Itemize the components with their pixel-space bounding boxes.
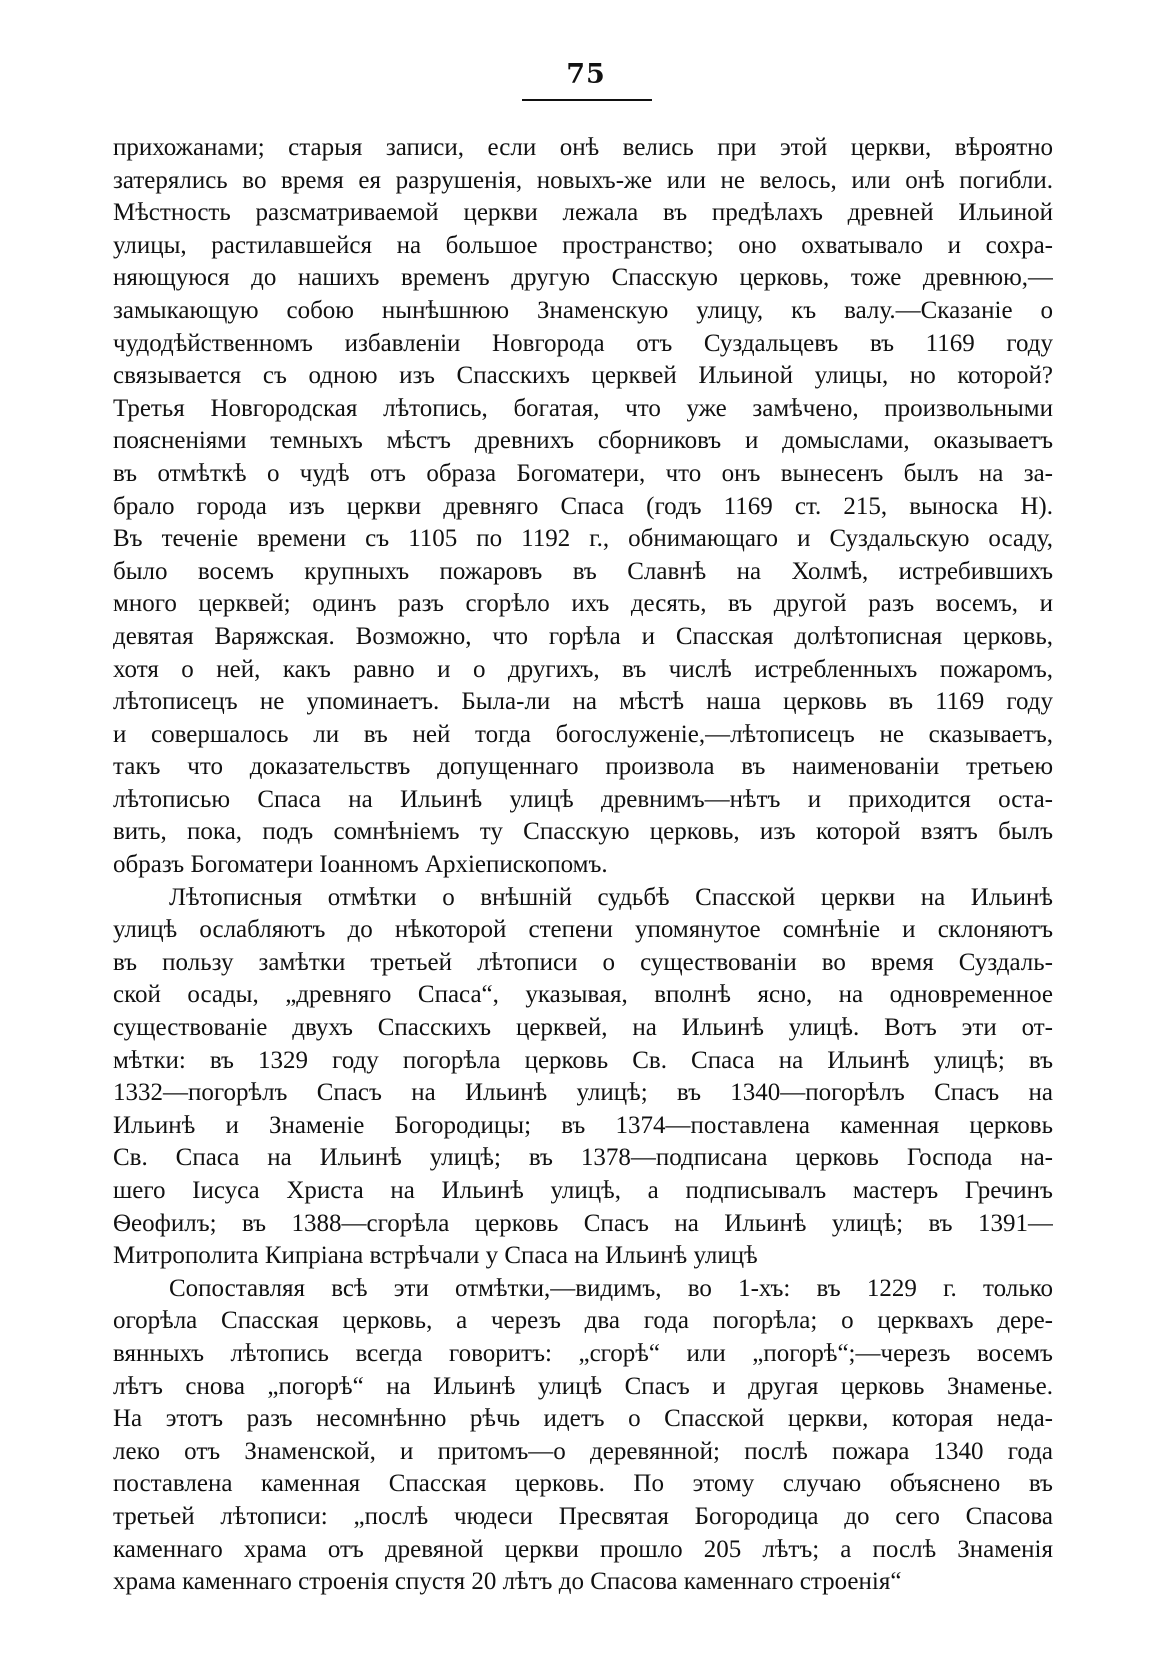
text-line: Митрополита Кипріана встрѣчали у Спаса на Ильинѣ улицѣ	[113, 1242, 758, 1270]
text-line: лѣтъ снова „погорѣ“ на Ильинѣ улицѣ Спасъ и другая церковь Знаменье.	[113, 1372, 1053, 1400]
text-line: лѣтописецъ не упоминаетъ. Была-ли на мѣстѣ наша церковь въ 1169 году	[113, 688, 1053, 716]
text-line: леко отъ Знаменской, и притомъ—о деревянной; послѣ пожара 1340 года	[113, 1437, 1053, 1465]
page-number-rule	[522, 99, 652, 101]
text-line: Третья Новгородская лѣтопись, богатая, что уже замѣчено, произвольными	[113, 394, 1053, 422]
text-line: огорѣла Спасская церковь, а черезъ два года погорѣла; о церквахъ дере-	[113, 1307, 1053, 1335]
text-line: ской осады, „древняго Спаса“, указывая, вполнѣ ясно, на одновременное	[113, 981, 1053, 1009]
paragraph-first-line: Лѣтописныя отмѣтки о внѣшній судьбѣ Спасской церкви на Ильинѣ	[169, 883, 1053, 911]
text-line: лѣтописью Спаса на Ильинѣ улицѣ древнимъ—нѣтъ и приходится оста-	[113, 785, 1053, 813]
page-number: 75	[566, 59, 606, 90]
text-line: и совершалось ли въ ней тогда богослуженіе,—лѣтописецъ не сказываетъ,	[113, 720, 1053, 748]
text-line: замыкающую собою нынѣшнюю Знаменскую улицу, къ валу.—Сказаніе о	[113, 296, 1053, 324]
text-line: образъ Богоматери Іоанномъ Архіепископомъ.	[113, 851, 608, 879]
text-line: въ отмѣткѣ о чудѣ отъ образа Богоматери, что онъ вынесенъ былъ на за-	[113, 459, 1053, 487]
text-line: поясненіями темныхъ мѣстъ древнихъ сборниковъ и домыслами, оказываетъ	[113, 427, 1053, 455]
text-line: такъ что доказательствъ допущеннаго произвола въ наименованіи третьею	[113, 753, 1053, 781]
text-line: хотя о ней, какъ равно и о другихъ, въ числѣ истребленныхъ пожаромъ,	[113, 655, 1053, 683]
text-line: связывается съ одною изъ Спасскихъ церквей Ильиной улицы, но которой?	[113, 362, 1053, 390]
text-line: затерялись во время ея разрушенія, новыхъ-же или не велось, или онѣ погибли.	[113, 166, 1053, 194]
text-line: въ пользу замѣтки третьей лѣтописи о существованіи во время Суздаль-	[113, 948, 1053, 976]
text-line: девятая Варяжская. Возможно, что горѣла и Спасская долѣтописная церковь,	[113, 622, 1053, 650]
text-line: прихожанами; старыя записи, если онѣ велись при этой церкви, вѣроятно	[113, 134, 1053, 161]
text-line: Мѣстность разсматриваемой церкви лежала въ предѣлахъ древней Ильиной	[113, 199, 1053, 227]
text-line: Ильинѣ и Знаменіе Богородицы; въ 1374—поставлена каменная церковь	[113, 1111, 1053, 1139]
text-line: улицы, растилавшейся на большое пространство; оно охватывало и сохра-	[113, 231, 1053, 259]
text-line: было восемъ крупныхъ пожаровъ въ Славнѣ на Холмѣ, истребившихъ	[113, 557, 1053, 585]
text-line: храма каменнаго строенія спустя 20 лѣтъ до Спасова каменнаго строенія“	[113, 1568, 902, 1596]
text-line: брало города изъ церкви древняго Спаса (годъ 1169 ст. 215, выноска Н).	[113, 492, 1053, 520]
text-line: 1332—погорѣлъ Спасъ на Ильинѣ улицѣ; въ 1340—погорѣлъ Спасъ на	[113, 1079, 1053, 1107]
text-line: мѣтки: въ 1329 году погорѣла церковь Св. Спаса на Ильинѣ улицѣ; въ	[113, 1046, 1053, 1074]
text-line: Въ теченіе времени съ 1105 по 1192 г., обнимающаго и Суздальскую осаду,	[113, 525, 1053, 553]
body-text	[113, 132, 1053, 1599]
text-line: существованіе двухъ Спасскихъ церквей, на Ильинѣ улицѣ. Вотъ эти от-	[113, 1014, 1053, 1042]
text-line: вить, пока, подъ сомнѣніемъ ту Спасскую церковь, изъ которой взятъ былъ	[113, 818, 1053, 846]
text-line: чудодѣйственномъ избавленіи Новгорода отъ Суздальцевъ въ 1169 году	[113, 329, 1053, 357]
text-line: поставлена каменная Спасская церковь. По этому случаю объяснено въ	[113, 1470, 1053, 1498]
text-line: улицѣ ослабляютъ до нѣкоторой степени упомянутое сомнѣніе и склоняютъ	[113, 916, 1053, 944]
text-line: Св. Спаса на Ильинѣ улицѣ; въ 1378—подписана церковь Господа на-	[113, 1144, 1053, 1172]
text-line: вянныхъ лѣтопись всегда говоритъ: „сгорѣ“ или „погорѣ“;—черезъ восемъ	[113, 1339, 1053, 1367]
paragraph-first-line: Сопоставляя всѣ эти отмѣтки,—видимъ, во 1-хъ: въ 1229 г. только	[169, 1274, 1053, 1302]
text-line: няющуюся до нашихъ временъ другую Спасскую церковь, тоже древнюю,—	[113, 264, 1053, 292]
text-line: третьей лѣтописи: „послѣ чюдеси Пресвятая Богородица до сего Спасова	[113, 1502, 1053, 1530]
text-line: много церквей; одинъ разъ сгорѣло ихъ десять, въ другой разъ восемъ, и	[113, 590, 1053, 618]
text-line: шего Іисуса Христа на Ильинѣ улицѣ, а подписывалъ мастеръ Гречинъ	[113, 1177, 1053, 1204]
text-line: Ѳеофилъ; въ 1388—сгорѣла церковь Спасъ на Ильинѣ улицѣ; въ 1391—	[113, 1209, 1053, 1237]
text-line: каменнаго храма отъ древяной церкви прошло 205 лѣтъ; а послѣ Знаменія	[113, 1535, 1053, 1563]
text-line: На этотъ разъ несомнѣнно рѣчь идетъ о Спасской церкви, которая неда-	[113, 1405, 1053, 1433]
